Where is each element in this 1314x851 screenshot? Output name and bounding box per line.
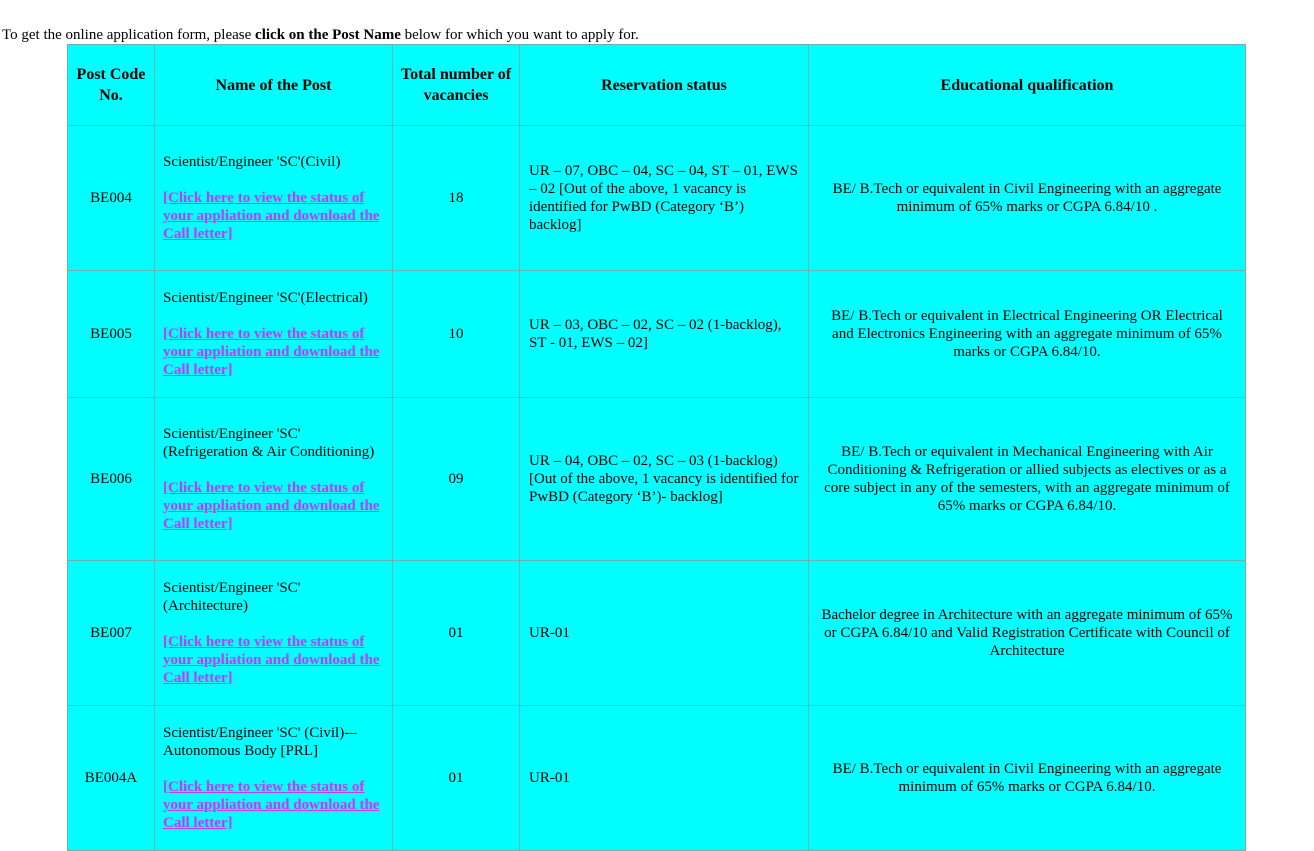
header-reservation: Reservation status bbox=[520, 45, 809, 126]
post-name[interactable]: Scientist/Engineer 'SC' (Civil)-– Autonomous Body [PRL] bbox=[163, 725, 357, 759]
view-status-link[interactable]: [Click here to view the status of your appliation and download the Call letter] bbox=[163, 326, 380, 378]
vacancies-cell: 10 bbox=[393, 271, 520, 398]
post-code-cell: BE007 bbox=[68, 561, 155, 706]
header-vacancies: Total number of vacancies bbox=[393, 45, 520, 126]
intro-prefix: To get the online application form, please bbox=[2, 27, 256, 43]
post-name-cell bbox=[155, 398, 393, 561]
post-code-cell: BE005 bbox=[68, 271, 155, 398]
vacancies-cell: 01 bbox=[393, 561, 520, 706]
post-name-cell bbox=[155, 706, 393, 851]
intro-text bbox=[2, 26, 639, 44]
view-status-link[interactable]: [Click here to view the status of your appliation and download the Call letter] bbox=[163, 190, 380, 242]
header-post-code: Post Code No. bbox=[68, 45, 155, 126]
header-post-name: Name of the Post bbox=[155, 45, 393, 126]
table-row bbox=[68, 398, 1246, 561]
table-row bbox=[68, 706, 1246, 851]
post-code-cell: BE006 bbox=[68, 398, 155, 561]
post-name[interactable]: Scientist/Engineer 'SC'(Civil) bbox=[163, 154, 341, 170]
post-name[interactable]: Scientist/Engineer 'SC'(Electrical) bbox=[163, 290, 368, 306]
table-row bbox=[68, 561, 1246, 706]
post-name[interactable]: Scientist/Engineer 'SC' (Architecture) bbox=[163, 580, 301, 614]
reservation-cell: UR – 03, OBC – 02, SC – 02 (1-backlog), ST - 01, EWS – 02] bbox=[520, 271, 809, 398]
vacancies-cell: 01 bbox=[393, 706, 520, 851]
vacancies-cell: 09 bbox=[393, 398, 520, 561]
qualification-cell: BE/ B.Tech or equivalent in Electrical Engineering OR Electrical and Electronics Engineering with an aggregate minimum of 65% marks or CGPA 6.84/10. bbox=[809, 271, 1246, 398]
table-header-row bbox=[68, 45, 1246, 126]
reservation-cell: UR – 04, OBC – 02, SC – 03 (1-backlog) [Out of the above, 1 vacancy is identified for PwBD (Category ‘B’)- backlog] bbox=[520, 398, 809, 561]
view-status-link[interactable]: [Click here to view the status of your appliation and download the Call letter] bbox=[163, 480, 380, 532]
intro-suffix: below for which you want to apply for. bbox=[400, 27, 639, 43]
qualification-cell: BE/ B.Tech or equivalent in Civil Engineering with an aggregate minimum of 65% marks or CGPA 6.84/10 . bbox=[809, 126, 1246, 271]
reservation-cell: UR-01 bbox=[520, 706, 809, 851]
post-name[interactable]: Scientist/Engineer 'SC' (Refrigeration & Air Conditioning) bbox=[163, 426, 375, 460]
post-name-cell bbox=[155, 126, 393, 271]
posts-table bbox=[67, 44, 1246, 851]
post-name-cell bbox=[155, 271, 393, 398]
vacancies-cell: 18 bbox=[393, 126, 520, 271]
qualification-cell: Bachelor degree in Architecture with an aggregate minimum of 65% or CGPA 6.84/10 and Valid Registration Certificate with Council of Architecture bbox=[809, 561, 1246, 706]
view-status-link[interactable]: [Click here to view the status of your appliation and download the Call letter] bbox=[163, 779, 380, 831]
table-row bbox=[68, 126, 1246, 271]
intro-emphasis: click on the Post Name bbox=[255, 27, 401, 43]
qualification-cell: BE/ B.Tech or equivalent in Mechanical Engineering with Air Conditioning & Refrigeration or allied subjects as electives or as a core subject in any of the semesters, with an aggregate minimum of 65% marks or CGPA 6.84/10. bbox=[809, 398, 1246, 561]
view-status-link[interactable]: [Click here to view the status of your appliation and download the Call letter] bbox=[163, 634, 380, 686]
reservation-cell: UR-01 bbox=[520, 561, 809, 706]
post-name-cell bbox=[155, 561, 393, 706]
post-code-cell: BE004 bbox=[68, 126, 155, 271]
qualification-cell: BE/ B.Tech or equivalent in Civil Engineering with an aggregate minimum of 65% marks or CGPA 6.84/10. bbox=[809, 706, 1246, 851]
post-code-cell: BE004A bbox=[68, 706, 155, 851]
reservation-cell: UR – 07, OBC – 04, SC – 04, ST – 01, EWS – 02 [Out of the above, 1 vacancy is identified for PwBD (Category ‘B’) backlog] bbox=[520, 126, 809, 271]
table-row bbox=[68, 271, 1246, 398]
header-qualification: Educational qualification bbox=[809, 45, 1246, 126]
